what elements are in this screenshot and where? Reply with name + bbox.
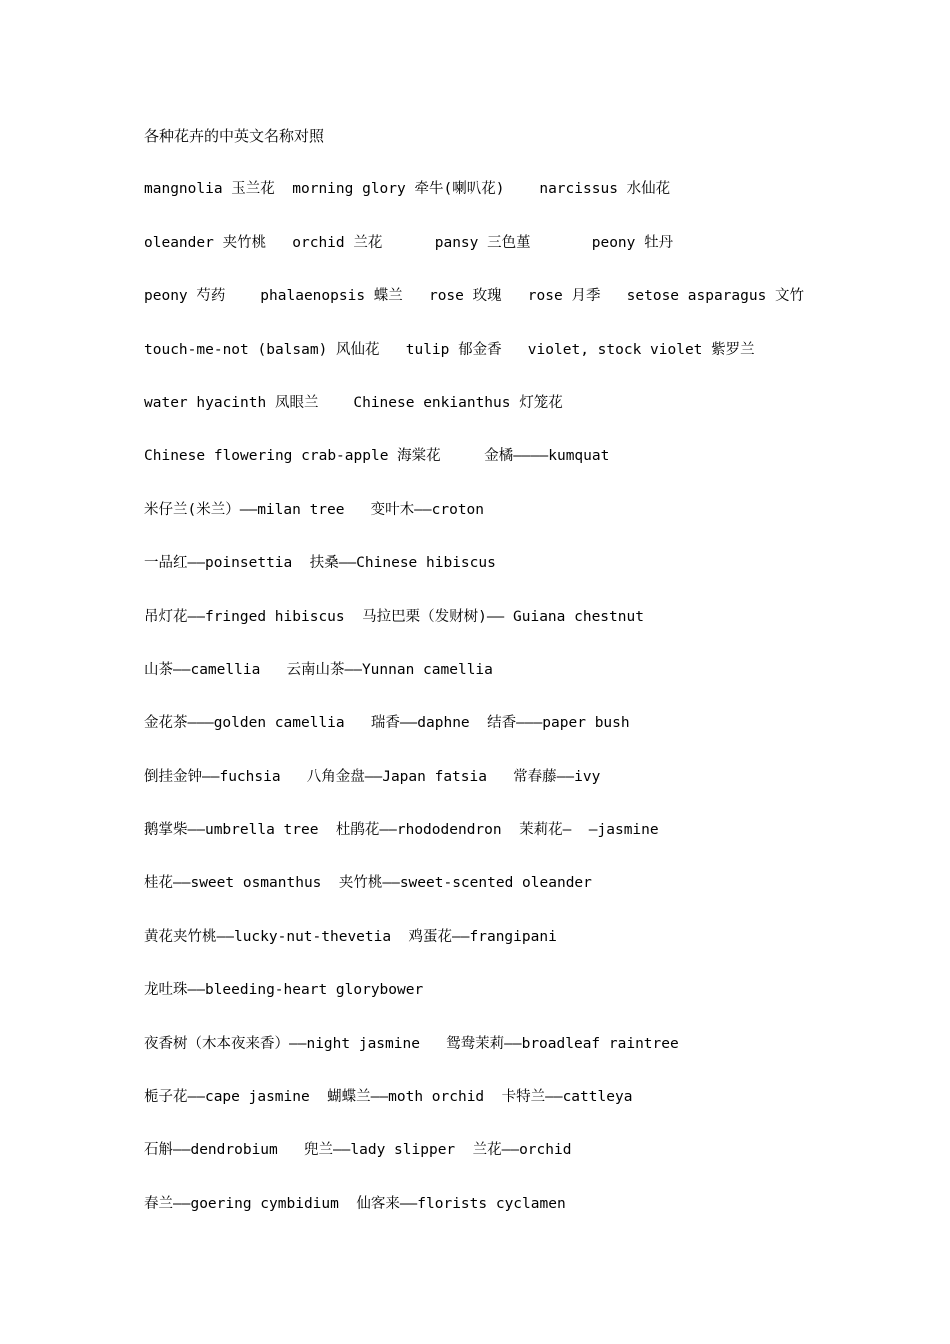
text-line: oleander 夹竹桃 orchid 兰花 pansy 三色堇 peony 牡丹 (144, 234, 674, 251)
text-line: 米仔兰(米兰）——milan tree 变叶木——croton (144, 501, 485, 518)
text-line: 倒挂金钟——fuchsia 八角金盘——Japan fatsia 常春藤——ivy (144, 768, 601, 785)
text-line: 金花茶———golden camellia 瑞香——daphne 结香———paper bush (144, 715, 630, 732)
text-line: mangnolia 玉兰花 morning glory 牵牛(喇叭花) narcissus 水仙花 (144, 181, 671, 198)
text-line: 一品红——poinsettia 扶桑——Chinese hibiscus (144, 555, 496, 572)
document-page (144, 123, 924, 1244)
text-line: touch-me-not (balsam) 风仙花 tulip 郁金香 violet, stock violet 紫罗兰 (144, 341, 755, 358)
text-line: 龙吐珠——bleeding-heart glorybower (144, 982, 424, 999)
text-line: 桂花——sweet osmanthus 夹竹桃——sweet-scented oleander (144, 875, 592, 892)
text-line: peony 芍药 phalaenopsis 蝶兰 rose 玫瑰 rose 月季 setose asparagus 文竹 (144, 288, 805, 305)
text-line: Chinese flowering crab-apple 海棠花 金橘————kumquat (144, 448, 610, 465)
text-line: 黄花夹竹桃——lucky-nut-thevetia 鸡蛋花——frangipani (144, 928, 557, 945)
text-line: 石斛——dendrobium 兜兰——lady slipper 兰花——orchid (144, 1142, 572, 1159)
text-line: 夜香树（木本夜来香）——night jasmine 鸳鸯茉莉——broadleaf raintree (144, 1035, 679, 1052)
text-line: water hyacinth 凤眼兰 Chinese enkianthus 灯笼花 (144, 394, 563, 411)
text-line: 山茶——camellia 云南山茶——Yunnan camellia (144, 661, 493, 678)
document-title: 各种花卉的中英文名称对照 (144, 127, 325, 145)
text-line: 鹅掌柴——umbrella tree 杜鹃花——rhododendron 茉莉花— —jasmine (144, 822, 659, 839)
text-line: 春兰——goering cymbidium 仙客来——florists cyclamen (144, 1195, 566, 1212)
text-line: 栀子花——cape jasmine 蝴蝶兰——moth orchid 卡特兰——cattleya (144, 1089, 633, 1106)
text-line: 吊灯花——fringed hibiscus 马拉巴栗（发财树)—— Guiana chestnut (144, 608, 644, 625)
